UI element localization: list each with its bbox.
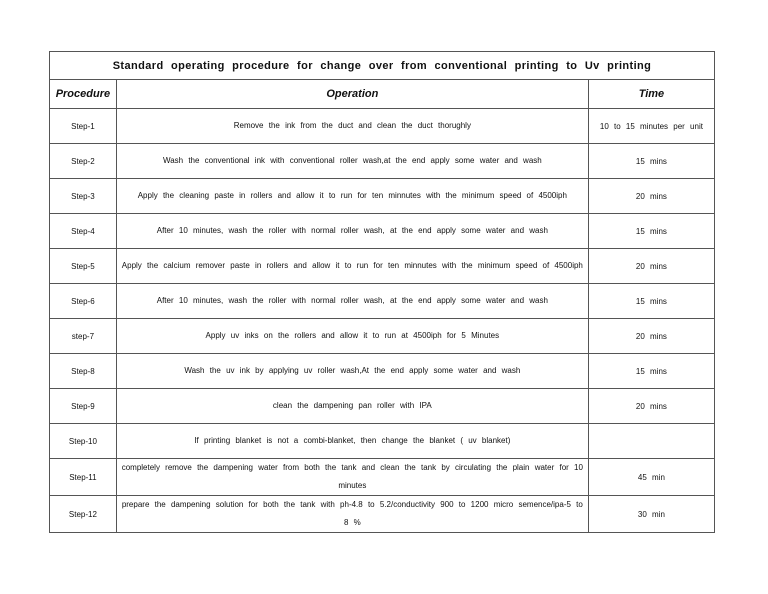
- operation-cell: Apply uv inks on the rollers and allow it to run at 4500iph for 5 Minutes: [116, 319, 588, 354]
- header-operation: Operation: [116, 80, 588, 109]
- operation-cell: Wash the conventional ink with conventional roller wash,at the end apply some water and wash: [116, 144, 588, 179]
- table-row: [50, 459, 715, 496]
- sop-table-body: [50, 52, 715, 533]
- table-row: [50, 496, 715, 533]
- title-row: [50, 52, 715, 80]
- table-row: [50, 284, 715, 319]
- step-cell: Step-9: [50, 389, 117, 424]
- time-cell: 45 min: [588, 459, 714, 496]
- time-cell: 15 mins: [588, 214, 714, 249]
- operation-cell: completely remove the dampening water from both the tank and clean the tank by circulating the plain water for 10 minutes: [116, 459, 588, 496]
- document-title: Standard operating procedure for change over from conventional printing to Uv printing: [50, 52, 715, 80]
- step-cell: Step-12: [50, 496, 117, 533]
- step-cell: Step-3: [50, 179, 117, 214]
- operation-cell: If printing blanket is not a combi-blanket, then change the blanket ( uv blanket): [116, 424, 588, 459]
- step-cell: Step-10: [50, 424, 117, 459]
- step-cell: step-7: [50, 319, 117, 354]
- table-row: [50, 179, 715, 214]
- step-cell: Step-6: [50, 284, 117, 319]
- table-row: [50, 319, 715, 354]
- table-row: [50, 109, 715, 144]
- time-cell: 20 mins: [588, 389, 714, 424]
- table-row: [50, 144, 715, 179]
- time-cell: 30 min: [588, 496, 714, 533]
- step-cell: Step-11: [50, 459, 117, 496]
- table-row: [50, 354, 715, 389]
- time-cell: 20 mins: [588, 319, 714, 354]
- operation-cell: clean the dampening pan roller with IPA: [116, 389, 588, 424]
- time-cell: 20 mins: [588, 249, 714, 284]
- header-row: [50, 80, 715, 109]
- table-row: [50, 249, 715, 284]
- time-cell: 15 mins: [588, 354, 714, 389]
- operation-cell: prepare the dampening solution for both the tank with ph-4.8 to 5.2/conductivity 900 to 1200 micro semence/ipa-5 to 8 %: [116, 496, 588, 533]
- operation-cell: Apply the cleaning paste in rollers and allow it to run for ten minnutes with the minimum speed of 4500iph: [116, 179, 588, 214]
- time-cell: 15 mins: [588, 144, 714, 179]
- time-cell: [588, 424, 714, 459]
- time-cell: 15 mins: [588, 284, 714, 319]
- time-cell: 20 mins: [588, 179, 714, 214]
- operation-cell: Apply the calcium remover paste in rollers and allow it to run for ten minnutes with the minimum speed of 4500iph: [116, 249, 588, 284]
- header-time: Time: [588, 80, 714, 109]
- step-cell: Step-1: [50, 109, 117, 144]
- step-cell: Step-8: [50, 354, 117, 389]
- step-cell: Step-4: [50, 214, 117, 249]
- operation-cell: After 10 minutes, wash the roller with normal roller wash, at the end apply some water and wash: [116, 284, 588, 319]
- step-cell: Step-2: [50, 144, 117, 179]
- table-row: [50, 424, 715, 459]
- time-cell: 10 to 15 minutes per unit: [588, 109, 714, 144]
- table-row: [50, 389, 715, 424]
- header-procedure: Procedure: [50, 80, 117, 109]
- sop-table: [49, 51, 715, 533]
- table-row: [50, 214, 715, 249]
- operation-cell: After 10 minutes, wash the roller with normal roller wash, at the end apply some water and wash: [116, 214, 588, 249]
- operation-cell: Remove the ink from the duct and clean the duct thorughly: [116, 109, 588, 144]
- step-cell: Step-5: [50, 249, 117, 284]
- operation-cell: Wash the uv ink by applying uv roller wash,At the end apply some water and wash: [116, 354, 588, 389]
